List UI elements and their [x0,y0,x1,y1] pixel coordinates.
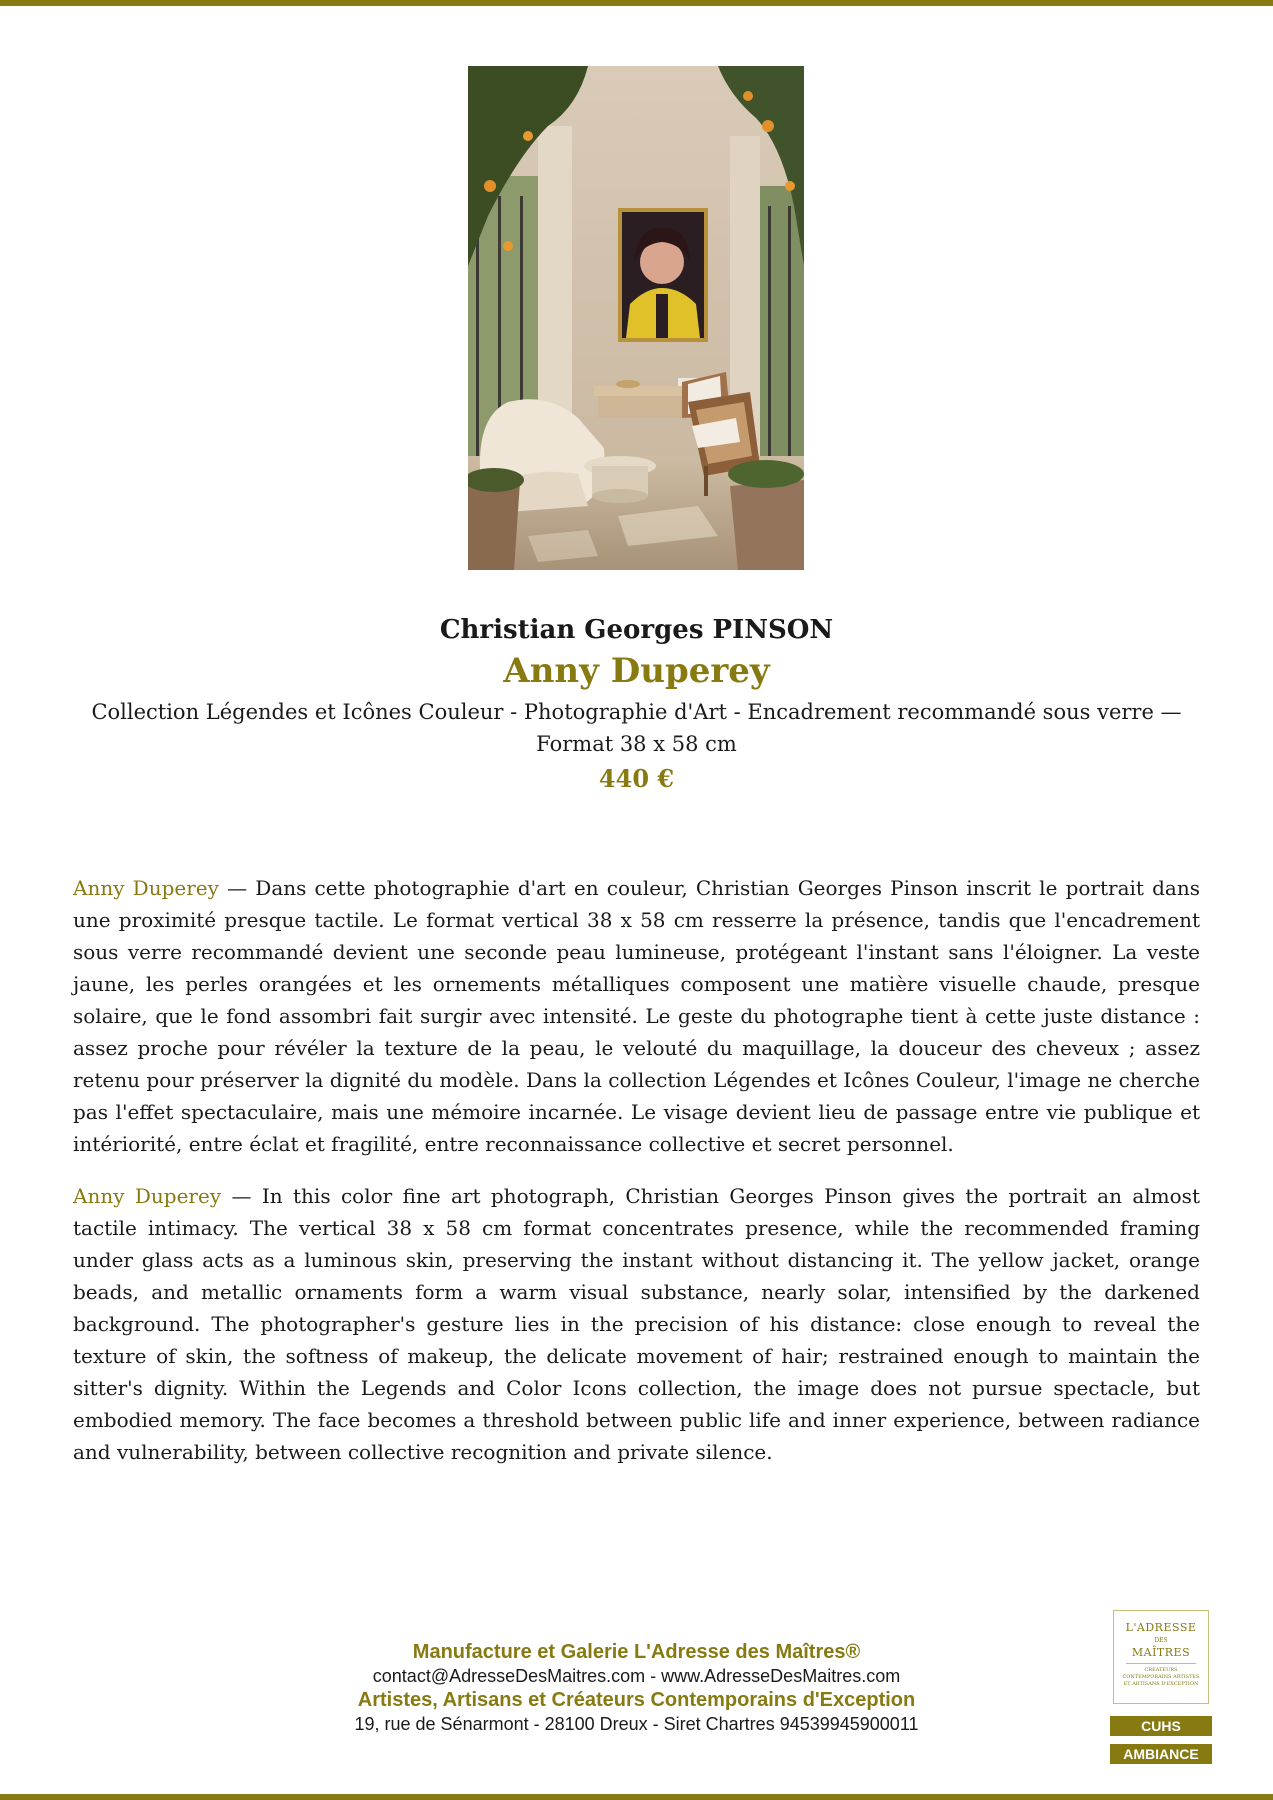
logo-divider [1126,1663,1196,1664]
description-en-body: — In this color fine art photograph, Christian Georges Pinson gives the portrait an almost tactile intimacy. The vertical 38 x 58 cm format concentrates presence, while the recommended framing under glass acts as a luminous skin, preserving the instant without distancing it. The yellow jacket, orange beads, and metallic ornaments form a warm visual substance, nearly solar, intensified by the darkened background. The photographer's gesture lies in the precision of his distance: close enough to reveal the texture of skin, the softness of makeup, the delicate movement of hair; restrained enough to maintain the sitter's dignity. Within the Legends and Color Icons collection, the image does not pursue spectacle, but embodied memory. The face becomes a threshold between public life and inner experience, between radiance and vulnerability, between collective recognition and private silence. [73,1184,1200,1464]
logo-line-1: L'ADRESSE [1125,1621,1197,1634]
hero-photo [468,66,804,570]
logo-line-4: CRÉATEURS CONTEMPORAINS ARTISTES ET ARTISANS D'EXCEPTION [1122,1667,1200,1687]
gallery-logo [1113,1610,1209,1704]
description-en-lead: Anny Duperey [73,1184,222,1208]
footer-address: 19, rue de Sénarmont - 28100 Dreux - Siret Chartres 94539945900011 [354,1714,919,1734]
footer [300,1640,973,1736]
footer-company: Manufacture et Galerie L'Adresse des Maîtres® [412,1641,861,1663]
top-rule [0,0,1273,6]
description-fr-lead: Anny Duperey [73,876,219,900]
badge-ambiance: AMBIANCE [1110,1744,1212,1764]
logo-line-3: MAÎTRES [1131,1646,1191,1659]
product-header [60,612,1213,796]
logo-line-2: DES [1154,1637,1168,1644]
badge-cuhs: CUHS [1110,1716,1212,1736]
description-en [73,1180,1200,1468]
work-subtitle: Collection Légendes et Icônes Couleur - Photographie d'Art - Encadrement recommandé sous verre — Format 38 x 58 cm [91,700,1182,756]
artist-name: Christian Georges PINSON [439,615,834,645]
description-fr-body: — Dans cette photographie d'art en couleur, Christian Georges Pinson inscrit le portrait dans une proximité presque tactile. Le format vertical 38 x 58 cm resserre la présence, tandis que l'encadrement sous verre recommandé devient une seconde peau lumineuse, protégeant l'instant sans l'éloigner. La veste jaune, les perles orangées et les ornements métalliques composent une matière visuelle chaude, presque solaire, que le fond assombri fait surgir avec intensité. Le geste du photographe tient à cette juste distance : assez proche pour révéler la texture de la peau, le velouté du maquillage, la douceur des cheveux ; assez retenu pour préserver la dignité du modèle. Dans la collection Légendes et Icônes Couleur, l'image ne cherche pas l'effet spectaculaire, mais une mémoire incarnée. Le visage devient lieu de passage entre vie publique et intériorité, entre éclat et fragilité, entre reconnaissance collective et secret personnel. [73,876,1200,1156]
description-fr [73,872,1200,1160]
price: 440 € [598,764,675,793]
description [73,872,1200,1488]
work-title: Anny Duperey [503,651,770,691]
footer-tagline: Artistes, Artisans et Créateurs Contemporains d'Exception [357,1689,916,1711]
footer-contact: contact@AdresseDesMaitres.com - www.AdresseDesMaitres.com [372,1666,901,1686]
bottom-rule [0,1794,1273,1800]
